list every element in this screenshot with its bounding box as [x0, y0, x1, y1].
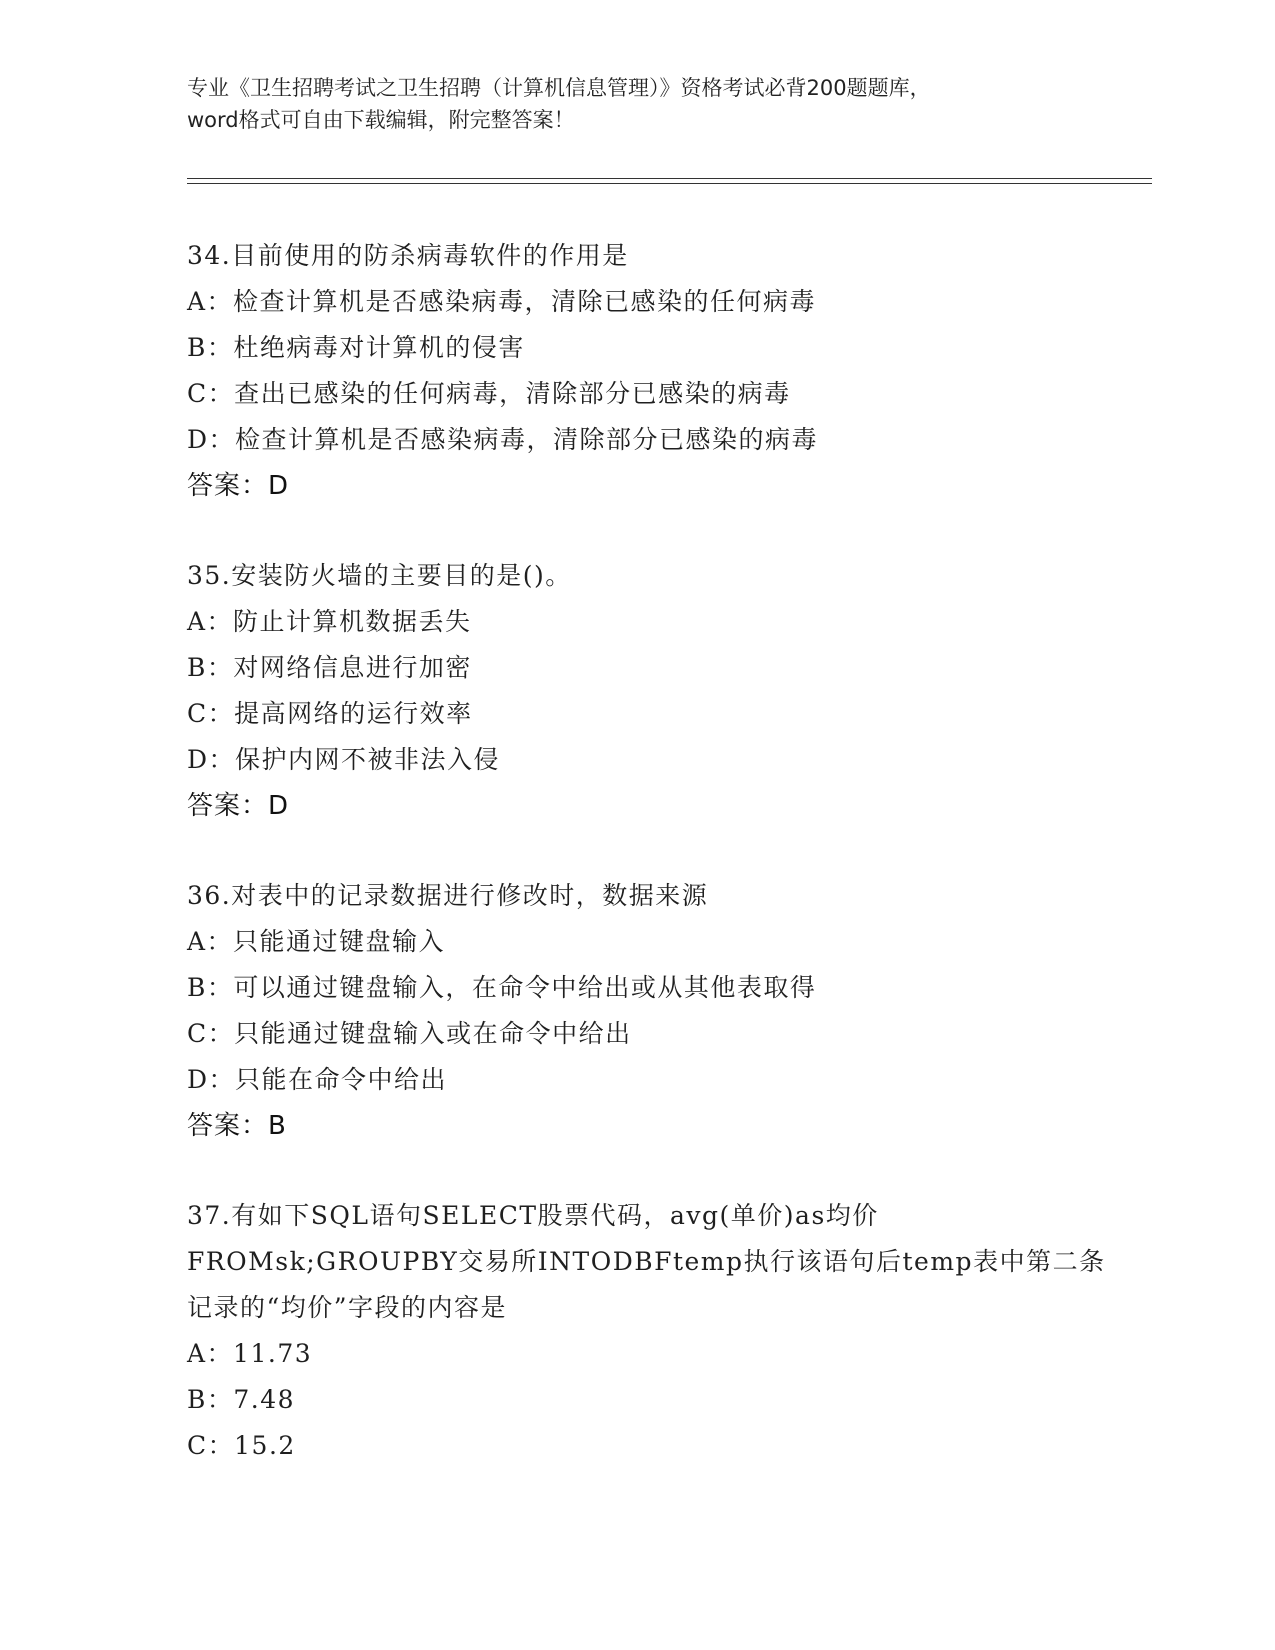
- question-text: 35.安装防火墙的主要目的是()。: [187, 561, 572, 590]
- header-line-2: word格式可自由下载编辑，附完整答案！: [187, 108, 575, 132]
- option-c: C：15.2: [187, 1431, 296, 1460]
- option-d: D：只能在命令中给出: [187, 1065, 448, 1094]
- option-a: A：防止计算机数据丢失: [187, 607, 472, 636]
- question-text: 37.有如下SQL语句SELECT股票代码，avg(单价)as均价FROMsk;GROUPBY交易所INTODBFtemp执行该语句后temp表中第二条记录的“均价”字段的内容是: [187, 1201, 1106, 1322]
- header-line-1: 专业《卫生招聘考试之卫生招聘（计算机信息管理）》资格考试必背200题题库，: [187, 76, 931, 100]
- option-a: A：只能通过键盘输入: [187, 927, 446, 956]
- question-37: [187, 1193, 1107, 1469]
- option-c: C：查出已感染的任何病毒，清除部分已感染的病毒: [187, 379, 791, 408]
- question-list: [187, 233, 1107, 1513]
- option-d: D：保护内网不被非法入侵: [187, 745, 501, 774]
- option-c: C：提高网络的运行效率: [187, 699, 473, 728]
- header-divider-bottom: [187, 183, 1152, 184]
- option-b: B：对网络信息进行加密: [187, 653, 472, 682]
- option-b: B：杜绝病毒对计算机的侵害: [187, 333, 525, 362]
- header-divider-top: [187, 178, 1152, 179]
- document-header: [187, 72, 1087, 136]
- question-text: 34.目前使用的防杀病毒软件的作用是: [187, 241, 629, 270]
- option-c: C：只能通过键盘输入或在命令中给出: [187, 1019, 632, 1048]
- answer: 答案：B: [187, 1111, 287, 1141]
- answer: 答案：D: [187, 471, 290, 501]
- option-a: A：检查计算机是否感染病毒，清除已感染的任何病毒: [187, 287, 817, 316]
- option-d: D：检查计算机是否感染病毒，清除部分已感染的病毒: [187, 425, 819, 454]
- question-35: [187, 553, 1107, 829]
- question-36: [187, 873, 1107, 1149]
- answer: 答案：D: [187, 791, 290, 821]
- option-b: B：7.48: [187, 1385, 296, 1414]
- option-b: B：可以通过键盘输入，在命令中给出或从其他表取得: [187, 973, 817, 1002]
- question-text: 36.对表中的记录数据进行修改时，数据来源: [187, 881, 709, 910]
- option-a: A：11.73: [187, 1339, 313, 1368]
- question-34: [187, 233, 1107, 509]
